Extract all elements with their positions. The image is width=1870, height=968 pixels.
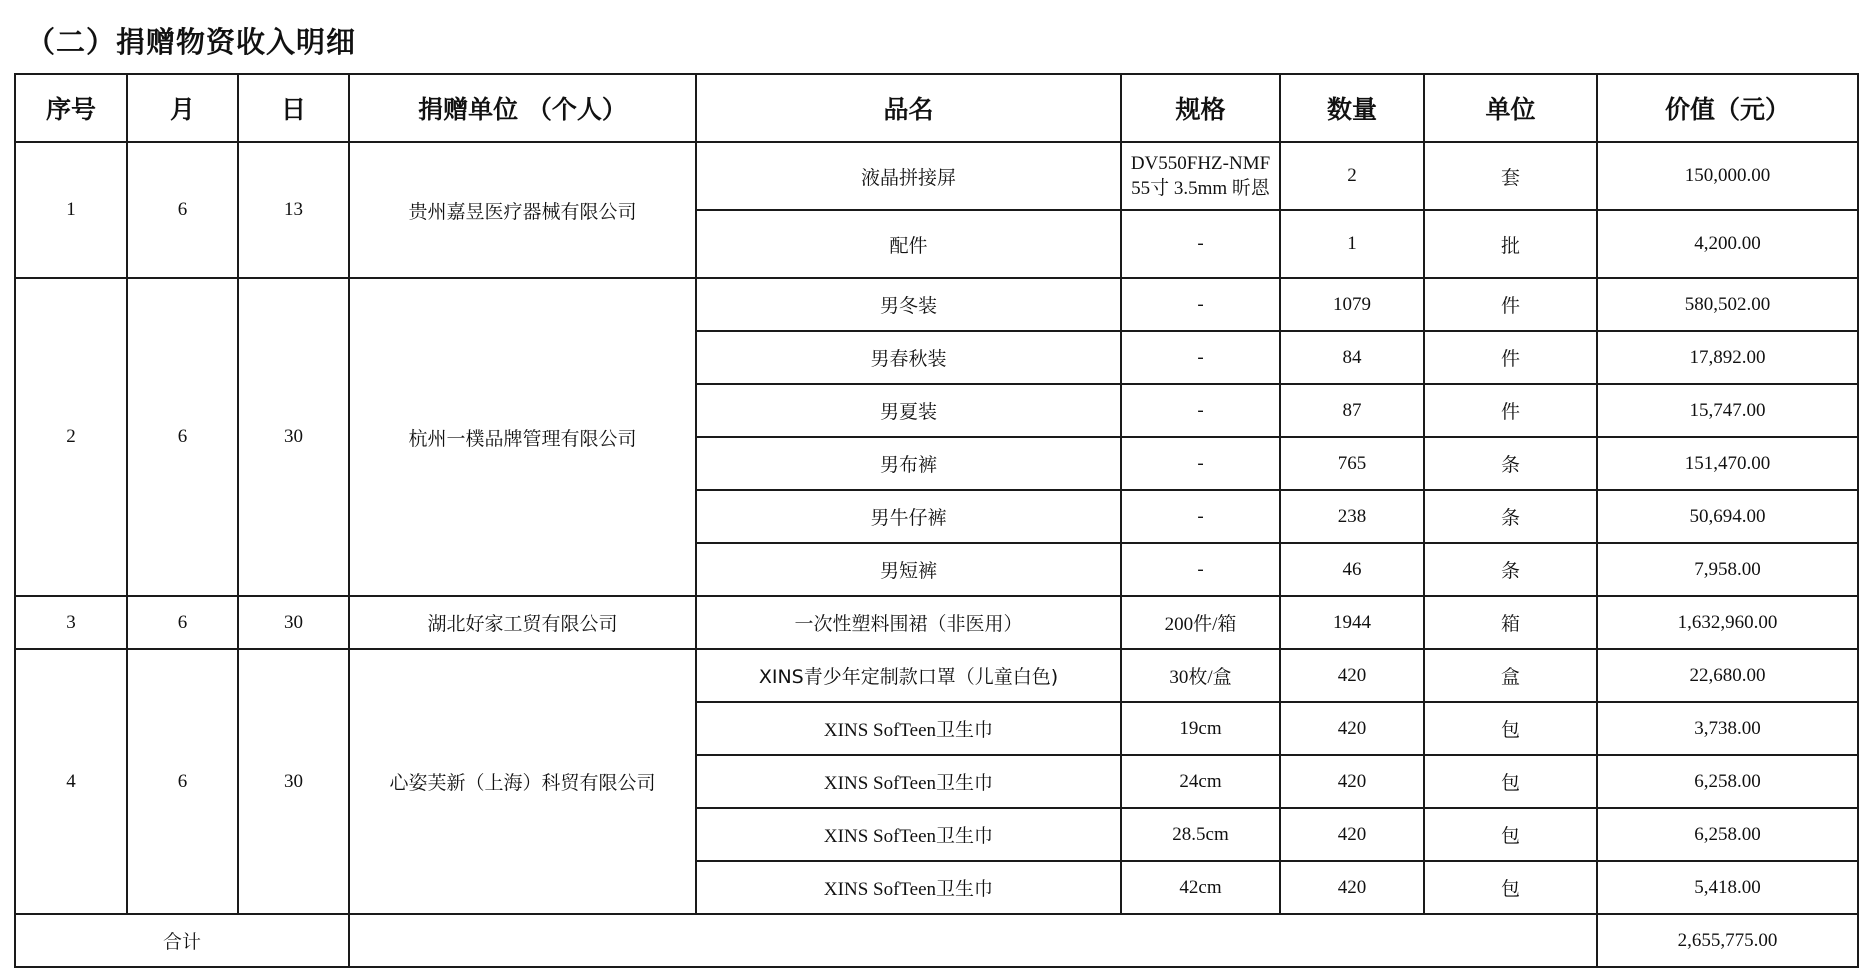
cell-seq: 2 (15, 278, 127, 596)
cell-donor: 杭州一樸品牌管理有限公司 (349, 278, 696, 596)
cell-unit: 盒 (1424, 649, 1597, 702)
cell-value: 1,632,960.00 (1597, 596, 1858, 649)
cell-qty: 420 (1280, 861, 1424, 914)
table-row (15, 596, 1858, 649)
cell-qty: 46 (1280, 543, 1424, 596)
cell-qty: 420 (1280, 649, 1424, 702)
page-title: （二）捐赠物资收入明细 (26, 25, 357, 59)
cell-unit: 条 (1424, 437, 1597, 490)
cell-item: 男牛仔裤 (696, 490, 1121, 543)
cell-item: XINS SofTeen卫生巾 (696, 861, 1121, 914)
cell-item: XINS SofTeen卫生巾 (696, 755, 1121, 808)
cell-spec: - (1121, 543, 1280, 596)
table-row (15, 278, 1858, 331)
cell-value: 6,258.00 (1597, 755, 1858, 808)
cell-qty: 1 (1280, 210, 1424, 278)
cell-unit: 包 (1424, 861, 1597, 914)
cell-value: 3,738.00 (1597, 702, 1858, 755)
cell-unit: 件 (1424, 278, 1597, 331)
cell-spec: 42cm (1121, 861, 1280, 914)
header-row (15, 74, 1858, 142)
header-seq: 序号 (15, 74, 127, 142)
cell-item: XINS青少年定制款口罩（儿童白色) (696, 649, 1121, 702)
cell-unit: 条 (1424, 490, 1597, 543)
cell-spec: - (1121, 278, 1280, 331)
header-value: 价值（元） (1597, 74, 1858, 142)
cell-qty: 420 (1280, 755, 1424, 808)
cell-value: 50,694.00 (1597, 490, 1858, 543)
cell-qty: 238 (1280, 490, 1424, 543)
cell-day: 13 (238, 142, 349, 278)
cell-qty: 765 (1280, 437, 1424, 490)
header-qty: 数量 (1280, 74, 1424, 142)
cell-donor: 湖北好家工贸有限公司 (349, 596, 696, 649)
header-month: 月 (127, 74, 238, 142)
cell-spec: - (1121, 384, 1280, 437)
cell-value: 150,000.00 (1597, 142, 1858, 210)
total-label: 合计 (15, 914, 349, 967)
cell-qty: 2 (1280, 142, 1424, 210)
table-row (15, 649, 1858, 702)
cell-unit: 套 (1424, 142, 1597, 210)
cell-item: XINS SofTeen卫生巾 (696, 808, 1121, 861)
cell-spec: - (1121, 437, 1280, 490)
cell-value: 22,680.00 (1597, 649, 1858, 702)
cell-value: 151,470.00 (1597, 437, 1858, 490)
cell-item: 配件 (696, 210, 1121, 278)
cell-donor: 心姿芙新（上海）科贸有限公司 (349, 649, 696, 914)
header-item: 品名 (696, 74, 1121, 142)
cell-unit: 包 (1424, 808, 1597, 861)
header-donor: 捐赠单位 （个人） (349, 74, 696, 142)
cell-spec (1121, 142, 1280, 210)
cell-unit: 包 (1424, 702, 1597, 755)
cell-item: 男春秋装 (696, 331, 1121, 384)
cell-spec: 200件/箱 (1121, 596, 1280, 649)
cell-qty: 1944 (1280, 596, 1424, 649)
cell-unit: 条 (1424, 543, 1597, 596)
cell-qty: 420 (1280, 808, 1424, 861)
cell-qty: 1079 (1280, 278, 1424, 331)
table-row (15, 142, 1858, 210)
total-value: 2,655,775.00 (1597, 914, 1858, 967)
cell-value: 5,418.00 (1597, 861, 1858, 914)
cell-day: 30 (238, 649, 349, 914)
cell-value: 4,200.00 (1597, 210, 1858, 278)
cell-unit: 件 (1424, 384, 1597, 437)
cell-item: 男布裤 (696, 437, 1121, 490)
cell-seq: 3 (15, 596, 127, 649)
cell-spec: 19cm (1121, 702, 1280, 755)
header-day: 日 (238, 74, 349, 142)
cell-month: 6 (127, 278, 238, 596)
cell-value: 17,892.00 (1597, 331, 1858, 384)
cell-month: 6 (127, 596, 238, 649)
cell-unit: 件 (1424, 331, 1597, 384)
cell-qty: 420 (1280, 702, 1424, 755)
total-blank-cell (349, 914, 1597, 967)
donation-table (14, 73, 1859, 968)
cell-value: 580,502.00 (1597, 278, 1858, 331)
cell-spec: 24cm (1121, 755, 1280, 808)
cell-value: 15,747.00 (1597, 384, 1858, 437)
cell-item: 液晶拼接屏 (696, 142, 1121, 210)
spec-line: 55寸 3.5mm 昕恩 (1131, 178, 1270, 199)
cell-value: 6,258.00 (1597, 808, 1858, 861)
total-row (15, 914, 1858, 967)
cell-spec: - (1121, 210, 1280, 278)
cell-item: 男夏装 (696, 384, 1121, 437)
cell-month: 6 (127, 649, 238, 914)
cell-day: 30 (238, 278, 349, 596)
cell-spec: - (1121, 490, 1280, 543)
cell-donor: 贵州嘉昱医疗器械有限公司 (349, 142, 696, 278)
header-unit: 单位 (1424, 74, 1597, 142)
cell-spec: 30枚/盒 (1121, 649, 1280, 702)
cell-item: XINS SofTeen卫生巾 (696, 702, 1121, 755)
cell-month: 6 (127, 142, 238, 278)
cell-unit: 包 (1424, 755, 1597, 808)
cell-qty: 87 (1280, 384, 1424, 437)
cell-spec: - (1121, 331, 1280, 384)
cell-item: 男短裤 (696, 543, 1121, 596)
cell-value: 7,958.00 (1597, 543, 1858, 596)
cell-item: 一次性塑料围裙（非医用） (696, 596, 1121, 649)
cell-unit: 箱 (1424, 596, 1597, 649)
spec-line: DV550FHZ-NMF (1130, 153, 1271, 174)
cell-day: 30 (238, 596, 349, 649)
header-spec: 规格 (1121, 74, 1280, 142)
cell-unit: 批 (1424, 210, 1597, 278)
cell-item: 男冬装 (696, 278, 1121, 331)
cell-spec: 28.5cm (1121, 808, 1280, 861)
cell-qty: 84 (1280, 331, 1424, 384)
cell-seq: 4 (15, 649, 127, 914)
cell-seq: 1 (15, 142, 127, 278)
